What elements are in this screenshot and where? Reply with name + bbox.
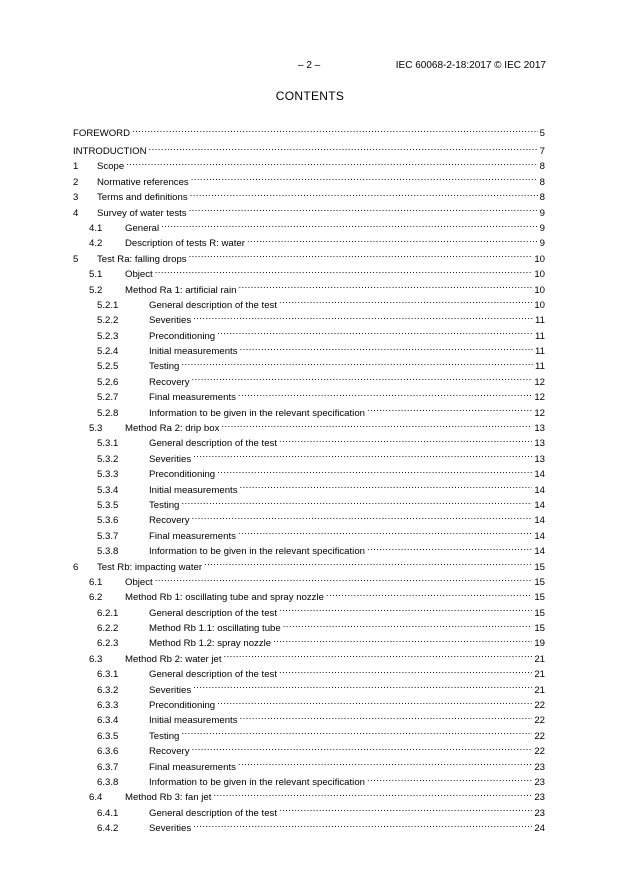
toc-entry[interactable]	[73, 681, 545, 696]
page-title: CONTENTS	[275, 89, 345, 103]
toc-entry-label: General description of the test	[149, 807, 277, 819]
toc-dot-leader	[189, 204, 538, 216]
toc-dot-leader	[279, 604, 532, 616]
toc-entry-label: Method Rb 1: oscillating tube and spray nozzle	[125, 592, 324, 604]
toc-entry-label: General description of the test	[149, 299, 277, 311]
toc-entry-label: Terms and definitions	[97, 192, 188, 204]
toc-entry-number: 4.1	[89, 222, 103, 234]
toc-entry[interactable]	[73, 634, 545, 649]
toc-entry-number: 5.3.4	[97, 484, 119, 496]
toc-entry-page: 12	[534, 407, 545, 419]
toc-entry-label: Testing	[149, 499, 180, 511]
toc-entry[interactable]	[73, 357, 545, 372]
toc-entry-number: 6.3.6	[97, 746, 119, 758]
toc-entry-page: 21	[534, 653, 545, 665]
toc-entry-label: General description of the test	[149, 607, 277, 619]
toc-entry-number: 6.3.7	[97, 761, 119, 773]
toc-entry-number: 6.3.4	[97, 715, 119, 727]
toc-dot-leader	[192, 511, 533, 523]
toc-entry-number: 5.3.8	[97, 546, 119, 558]
toc-entry[interactable]	[73, 219, 545, 234]
toc-dot-leader	[238, 281, 532, 293]
toc-entry-page: 15	[534, 623, 545, 635]
toc-dot-leader	[181, 496, 532, 508]
toc-entry-label: Severities	[149, 823, 192, 835]
toc-dot-leader	[221, 419, 532, 431]
toc-entry-number: 6.3.2	[97, 684, 119, 696]
toc-entry-label: Method Ra 1: artificial rain	[125, 284, 237, 296]
toc-entry-number: 4.2	[89, 238, 103, 250]
toc-dot-leader	[161, 219, 538, 231]
toc-entry-label: Normative references	[97, 176, 189, 188]
toc-entry[interactable]	[73, 481, 545, 496]
toc-dot-leader	[204, 558, 532, 570]
toc-dot-leader	[217, 327, 533, 339]
toc-entry-number: 5.2.3	[97, 330, 119, 342]
toc-entry-page: 22	[534, 730, 545, 742]
toc-entry-label: Initial measurements	[149, 715, 238, 727]
toc-entry[interactable]	[73, 450, 545, 465]
toc-entry[interactable]	[73, 173, 545, 188]
toc-entry-page: 11	[535, 361, 545, 373]
toc-dot-leader	[240, 481, 533, 493]
toc-entry[interactable]	[73, 373, 545, 388]
toc-entry-label: Test Rb: impacting water	[97, 561, 203, 573]
toc-entry-label: Object	[125, 576, 153, 588]
toc-entry[interactable]	[73, 419, 545, 434]
toc-entry-label: Recovery	[149, 376, 190, 388]
toc-entry[interactable]	[73, 527, 545, 542]
toc-entry-number: 6.2.2	[97, 623, 119, 635]
toc-entry-label: Method Rb 1.1: oscillating tube	[149, 623, 281, 635]
page-header	[0, 60, 620, 74]
toc-entry-label: Survey of water tests	[97, 207, 187, 219]
toc-entry-label: Testing	[149, 361, 180, 373]
toc-entry-label: Final measurements	[149, 761, 236, 773]
toc-entry-page: 22	[534, 700, 545, 712]
toc-entry-page: 12	[534, 392, 545, 404]
toc-dot-leader	[193, 311, 533, 323]
toc-entry-label: Severities	[149, 315, 192, 327]
toc-dot-leader	[238, 527, 532, 539]
toc-dot-leader	[240, 342, 534, 354]
toc-entry-number: 5.2.5	[97, 361, 119, 373]
toc-entry-page: 22	[534, 715, 545, 727]
toc-entry-number: 5.3.6	[97, 515, 119, 527]
toc-entry-label: Method Rb 1.2: spray nozzle	[149, 638, 272, 650]
toc-entry[interactable]	[73, 573, 545, 588]
toc-entry[interactable]	[73, 711, 545, 726]
toc-entry[interactable]	[73, 511, 545, 526]
table-of-contents	[73, 124, 545, 835]
toc-dot-leader	[367, 773, 532, 785]
toc-dot-leader	[238, 388, 532, 400]
toc-entry-label: Scope	[97, 161, 125, 173]
toc-entry-label: Initial measurements	[149, 484, 238, 496]
toc-entry-label: Final measurements	[149, 392, 236, 404]
toc-dot-leader	[181, 727, 532, 739]
toc-entry-number: 6.3.3	[97, 700, 119, 712]
toc-dot-leader	[192, 742, 533, 754]
toc-entry-label: Testing	[149, 730, 180, 742]
toc-entry[interactable]	[73, 296, 545, 311]
toc-dot-leader	[193, 819, 532, 831]
toc-dot-leader	[217, 696, 532, 708]
toc-entry-page: 15	[534, 561, 545, 573]
toc-entry[interactable]	[73, 588, 545, 603]
toc-dot-leader	[240, 711, 533, 723]
toc-entry-page: 21	[534, 669, 545, 681]
document-reference: IEC 60068-2-18:2017 © IEC 2017	[395, 60, 546, 71]
toc-entry-number: 6.3	[89, 653, 103, 665]
toc-entry-number: 6.3.5	[97, 730, 119, 742]
toc-entry-page: 10	[534, 299, 545, 311]
toc-entry-page: 15	[534, 576, 545, 588]
toc-entry-page: 8	[539, 161, 545, 173]
toc-entry[interactable]	[73, 142, 545, 157]
toc-dot-leader	[238, 758, 532, 770]
toc-entry[interactable]	[73, 742, 545, 757]
toc-entry[interactable]	[73, 819, 545, 834]
toc-entry-number: 5.2.6	[97, 376, 119, 388]
toc-entry[interactable]	[73, 758, 545, 773]
toc-entry-label: Method Ra 2: drip box	[125, 423, 220, 435]
toc-dot-leader	[283, 619, 533, 631]
toc-entry-page: 13	[534, 423, 545, 435]
toc-entry[interactable]	[73, 804, 545, 819]
toc-entry-number: 5.2.1	[97, 299, 119, 311]
toc-entry-label: Preconditioning	[149, 700, 216, 712]
toc-entry-number: 5.2.8	[97, 407, 119, 419]
toc-dot-leader	[247, 234, 538, 246]
toc-dot-leader	[190, 188, 538, 200]
toc-dot-leader	[189, 250, 533, 262]
toc-entry-number: 5.2.4	[97, 346, 119, 358]
toc-entry-page: 10	[534, 253, 545, 265]
toc-entry-number: 6.4.2	[97, 823, 119, 835]
toc-entry[interactable]	[73, 604, 545, 619]
toc-entry-page: 11	[535, 315, 545, 327]
toc-entry-page: 23	[534, 777, 545, 788]
toc-entry[interactable]	[73, 434, 545, 449]
toc-entry-number: 5	[73, 253, 79, 265]
toc-entry-label: FOREWORD	[73, 128, 131, 139]
toc-entry-label: Preconditioning	[149, 330, 216, 342]
toc-entry-number: 6.2.3	[97, 638, 119, 650]
toc-entry-page: 8	[539, 176, 545, 188]
toc-entry[interactable]	[73, 204, 545, 219]
toc-entry-page: 14	[534, 469, 545, 481]
toc-entry[interactable]	[73, 773, 545, 788]
toc-dot-leader	[279, 434, 532, 446]
toc-entry-number: 6.2	[89, 592, 103, 604]
toc-entry-page: 11	[535, 346, 545, 358]
toc-entry[interactable]	[73, 157, 545, 172]
toc-entry[interactable]	[73, 542, 545, 557]
toc-entry-number: 5.1	[89, 269, 103, 281]
toc-entry-number: 5.3.5	[97, 499, 119, 511]
toc-entry-page: 24	[534, 823, 545, 835]
toc-entry-page: 23	[534, 792, 545, 804]
toc-dot-leader	[155, 573, 533, 585]
toc-entry-page: 10	[534, 269, 545, 281]
toc-entry-label: Information to be given in the relevant specification	[149, 777, 365, 788]
toc-entry-page: 13	[534, 453, 545, 465]
toc-dot-leader	[367, 404, 532, 416]
toc-dot-leader	[279, 804, 532, 816]
toc-entry-page: 14	[534, 530, 545, 542]
toc-entry-label: Information to be given in the relevant specification	[149, 407, 365, 419]
toc-entry-label: Recovery	[149, 515, 190, 527]
toc-entry-page: 14	[534, 546, 545, 558]
toc-entry-number: 5.3	[89, 423, 103, 435]
toc-entry-page: 14	[534, 515, 545, 527]
toc-entry-label: INTRODUCTION	[73, 145, 147, 157]
toc-entry[interactable]	[73, 250, 545, 265]
toc-entry-label: General description of the test	[149, 438, 277, 450]
toc-entry-label: General description of the test	[149, 669, 277, 681]
toc-entry-page: 14	[534, 484, 545, 496]
toc-entry-page: 9	[539, 222, 545, 234]
toc-entry-number: 1	[73, 161, 79, 173]
toc-entry-label: Object	[125, 269, 153, 281]
toc-entry[interactable]	[73, 696, 545, 711]
toc-entry[interactable]	[73, 388, 545, 403]
toc-entry-page: 8	[539, 192, 545, 204]
toc-entry-number: 6.3.1	[97, 669, 119, 681]
toc-entry-number: 5.3.2	[97, 453, 119, 465]
toc-entry-page: 9	[539, 207, 545, 219]
toc-dot-leader	[213, 788, 532, 800]
toc-entry-label: Final measurements	[149, 530, 236, 542]
toc-dot-leader	[326, 588, 532, 600]
toc-entry-number: 5.2.2	[97, 315, 119, 327]
toc-entry[interactable]	[73, 124, 545, 139]
toc-entry-page: 21	[534, 684, 545, 696]
toc-entry-label: General	[125, 222, 160, 234]
toc-entry[interactable]	[73, 311, 545, 326]
toc-entry-page: 10	[534, 284, 545, 296]
toc-entry[interactable]	[73, 281, 545, 296]
toc-entry[interactable]	[73, 265, 545, 280]
toc-entry-number: 6	[73, 561, 79, 573]
toc-dot-leader	[132, 124, 538, 136]
toc-dot-leader	[181, 357, 533, 369]
toc-dot-leader	[126, 157, 537, 169]
toc-entry[interactable]	[73, 342, 545, 357]
toc-dot-leader	[279, 665, 532, 677]
toc-entry-label: Severities	[149, 684, 192, 696]
toc-entry[interactable]	[73, 650, 545, 665]
toc-entry-number: 5.2	[89, 284, 103, 296]
toc-entry-page: 14	[534, 499, 545, 511]
toc-entry[interactable]	[73, 558, 545, 573]
toc-entry-number: 3	[73, 192, 79, 204]
toc-entry-label: Severities	[149, 453, 192, 465]
toc-entry-number: 5.2.7	[97, 392, 119, 404]
toc-dot-leader	[367, 542, 532, 554]
toc-entry-page: 7	[539, 145, 545, 157]
toc-entry-label: Method Rb 2: water jet	[125, 653, 222, 665]
toc-dot-leader	[192, 373, 533, 385]
toc-entry-number: 5.3.7	[97, 530, 119, 542]
toc-dot-leader	[193, 681, 532, 693]
toc-entry-number: 5.3.1	[97, 438, 119, 450]
toc-dot-leader	[224, 650, 533, 662]
toc-entry[interactable]	[73, 465, 545, 480]
toc-entry-number: 6.1	[89, 576, 103, 588]
toc-entry-page: 23	[534, 807, 545, 819]
toc-entry-label: Initial measurements	[149, 346, 238, 358]
toc-dot-leader	[273, 634, 532, 646]
toc-entry[interactable]	[73, 404, 545, 419]
toc-entry-page: 13	[534, 438, 545, 450]
toc-entry[interactable]	[73, 234, 545, 249]
toc-entry-label: Description of tests R: water	[125, 238, 245, 250]
toc-entry-page: 9	[539, 238, 545, 250]
toc-entry-label: Preconditioning	[149, 469, 216, 481]
toc-entry-label: Information to be given in the relevant specification	[149, 546, 365, 558]
toc-entry-number: 6.4.1	[97, 807, 119, 819]
toc-dot-leader	[193, 450, 532, 462]
toc-entry[interactable]	[73, 727, 545, 742]
toc-entry[interactable]	[73, 619, 545, 634]
toc-dot-leader	[217, 465, 532, 477]
toc-dot-leader	[155, 265, 533, 277]
toc-entry-page: 15	[534, 592, 545, 604]
toc-entry-page: 19	[534, 638, 545, 650]
toc-entry-page: 22	[534, 746, 545, 758]
toc-entry-page: 11	[535, 330, 545, 342]
toc-entry-label: Method Rb 3: fan jet	[125, 792, 212, 804]
toc-entry[interactable]	[73, 665, 545, 680]
toc-entry[interactable]	[73, 496, 545, 511]
toc-dot-leader	[279, 296, 532, 308]
toc-entry-page: 12	[534, 376, 545, 388]
toc-entry-page: 23	[534, 761, 545, 773]
page-number: – 2 –	[298, 60, 321, 71]
toc-entry-number: 6.3.8	[97, 777, 119, 788]
toc-entry[interactable]	[73, 327, 545, 342]
toc-entry-page: 5	[539, 128, 545, 139]
toc-entry-number: 2	[73, 176, 79, 188]
toc-entry[interactable]	[73, 788, 545, 803]
toc-entry[interactable]	[73, 188, 545, 203]
toc-entry-number: 4	[73, 207, 79, 219]
toc-entry-label: Recovery	[149, 746, 190, 758]
toc-dot-leader	[191, 173, 538, 185]
toc-dot-leader	[149, 142, 538, 154]
toc-entry-label: Test Ra: falling drops	[97, 253, 187, 265]
toc-entry-number: 5.3.3	[97, 469, 119, 481]
toc-entry-number: 6.4	[89, 792, 103, 804]
toc-entry-number: 6.2.1	[97, 607, 119, 619]
toc-entry-page: 15	[534, 607, 545, 619]
